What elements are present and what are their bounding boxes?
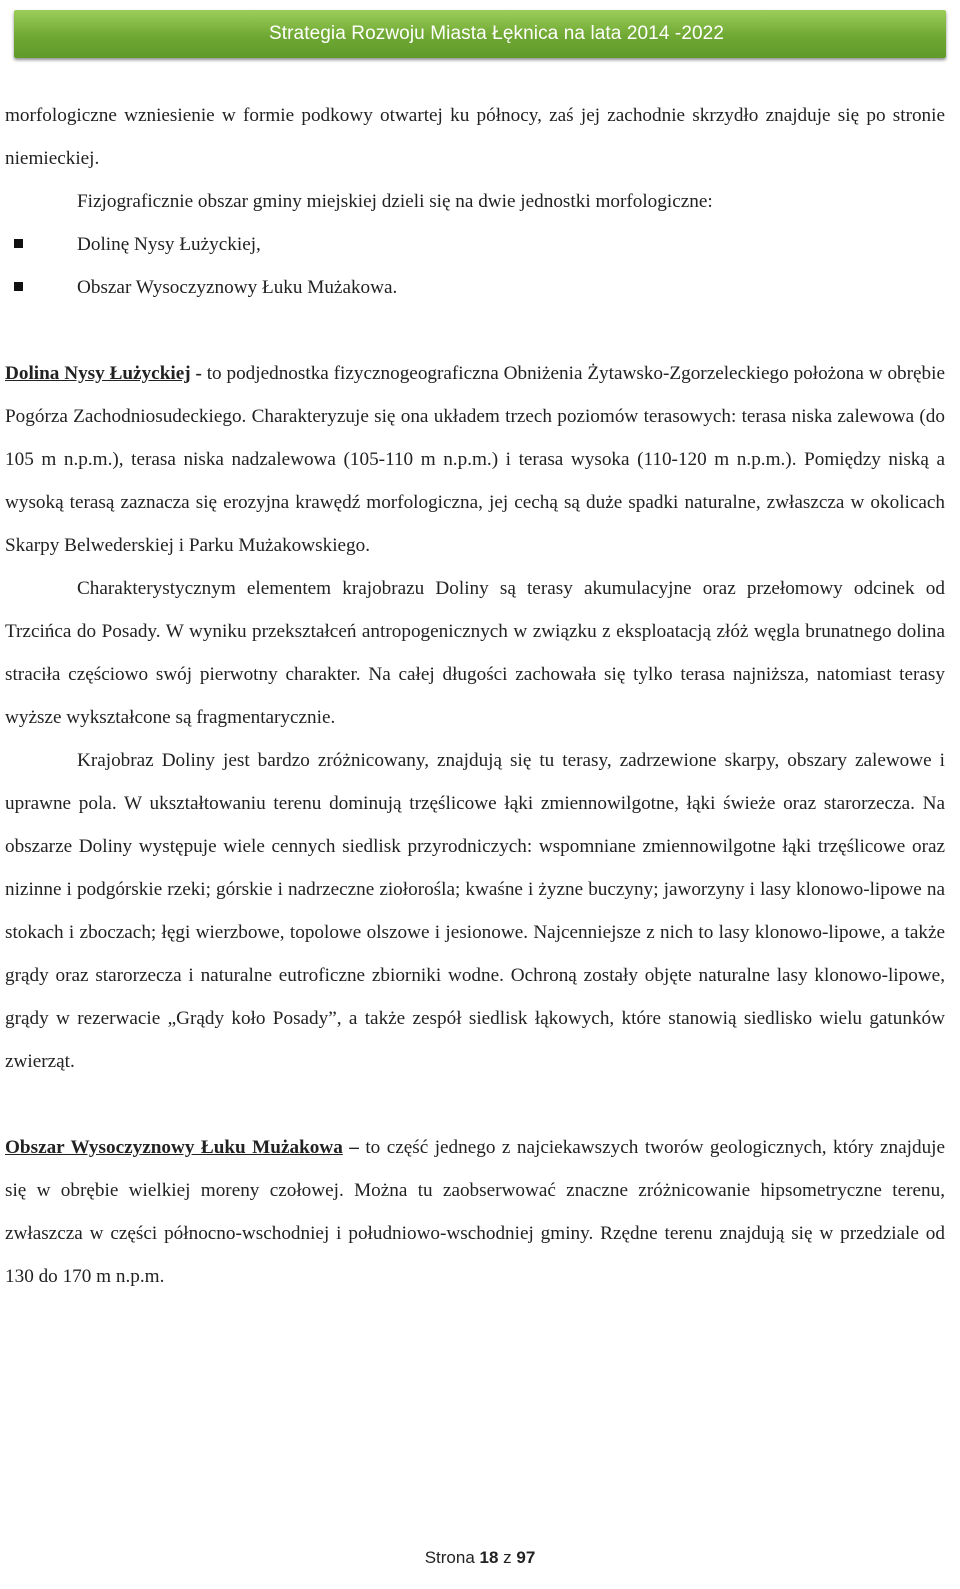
paragraph-intro: Fizjograficznie obszar gminy miejskiej dzieli się na dwie jednostki morfologiczne: — [77, 191, 713, 212]
paragraph-landscape: Krajobraz Doliny jest bardzo zróżnicowany, znajdują się tu terasy, zadrzewione skarpy, obszary zalewowe i uprawne pola. W ukształtowaniu terenu dominują trzęślicowe łąki zmiennowilgotne, łąki świeże oraz starorzecza. Na obszarze Doliny występuje wiele cennych siedlisk przyrodniczych: wspomniane zmiennowilgotne łąki trzęślicowe oraz nizinne i podgórskie rzeki; górskie i nadrzeczne ziołorośla; kwaśne i żyzne buczyny; jaworzyny i lasy klonowo-lipowe na stokach i zboczach; łęgi wierzbowe, topolowe olszowe i jesionowe. Najcenniejsze z nich to lasy klonowo-lipowe, a także grądy oraz starorzecza i naturalne eutroficzne zbiorniki wodne. Ochroną zostały objęte naturalne lasy klonowo-lipowe, grądy w rezerwacie „Grądy koło Posady”, a także zespół siedlisk łąkowych, które stanowią siedlisko wielu gatunków zwierząt. — [5, 750, 945, 1072]
list-item-text: Obszar Wysoczyznowy Łuku Mużakowa. — [77, 277, 398, 298]
section-obszar — [5, 1126, 945, 1298]
square-bullet-icon — [14, 239, 23, 248]
list-item-text: Dolinę Nysy Łużyckiej, — [77, 234, 261, 255]
list-item — [5, 266, 945, 309]
term-dolina-nysy: Dolina Nysy Łużyckiej — [5, 363, 191, 384]
term-obszar-wysoczyznowy: Obszar Wysoczyznowy Łuku Mużakowa — [5, 1137, 343, 1158]
page-total: 97 — [516, 1548, 536, 1567]
section-dolina — [5, 352, 945, 567]
page-of-label: z — [498, 1548, 517, 1567]
page-body — [5, 94, 945, 1298]
header-title: Strategia Rozwoju Miasta Łęknica na lata 2014 -2022 — [268, 23, 724, 44]
spacer — [5, 1083, 945, 1126]
paragraph-continuation: morfologiczne wzniesienie w formie podkowy otwartej ku północy, zaś jej zachodnie skrzydło znajduje się po stronie niemieckiej. — [5, 105, 945, 169]
section-dolina-text: to podjednostka fizycznogeograficzna Obniżenia Żytawsko-Zgorzeleckiego położona w obrębie Pogórza Zachodniosudeckiego. Charakteryzuje się ona układem trzech poziomów terasowych: terasa niska zalewowa (do 105 m n.p.m.), terasa niska nadzalewowa (105-110 m n.p.m.) i terasa wysoka (110-120 m n.p.m.). Pomiędzy niską a wysoką terasą zaznacza się erozyjna krawędź morfologiczna, jej cechą są duże spadki naturalne, zwłaszcza w okolicach Skarpy Belwederskiej i Parku Mużakowskiego. — [5, 363, 946, 556]
page-footer — [0, 1548, 960, 1568]
document-header — [14, 10, 946, 58]
term-separator: – — [342, 1137, 366, 1158]
spacer — [5, 309, 945, 352]
square-bullet-icon — [14, 282, 23, 291]
term-separator: - — [190, 363, 207, 384]
page-label: Strona — [424, 1548, 480, 1567]
paragraph-terraces: Charakterystycznym elementem krajobrazu Doliny są terasy akumulacyjne oraz przełomowy odcinek od Trzcińca do Posady. W wyniku przekształceń antropogenicznych w związku z eksploatacją złóż węgla brunatnego dolina straciła częściowo swój pierwotny charakter. Na całej długości zachowała się tylko terasa najniższa, natomiast terasy wyższe wykształcone są fragmentarycznie. — [5, 578, 945, 728]
list-item — [5, 223, 945, 266]
section-obszar-text: to część jednego z najciekawszych tworów geologicznych, który znajduje się w obrębie wielkiej moreny czołowej. Można tu zaobserwować znaczne zróżnicowanie hipsometryczne terenu, zwłaszcza w części północno-wschodniej i południowo-wschodniej gminy. Rzędne terenu znajdują się w przedziale od 130 do 170 m n.p.m. — [5, 1137, 946, 1287]
morphology-unit-list — [5, 223, 945, 309]
page-number: 18 — [479, 1548, 499, 1567]
